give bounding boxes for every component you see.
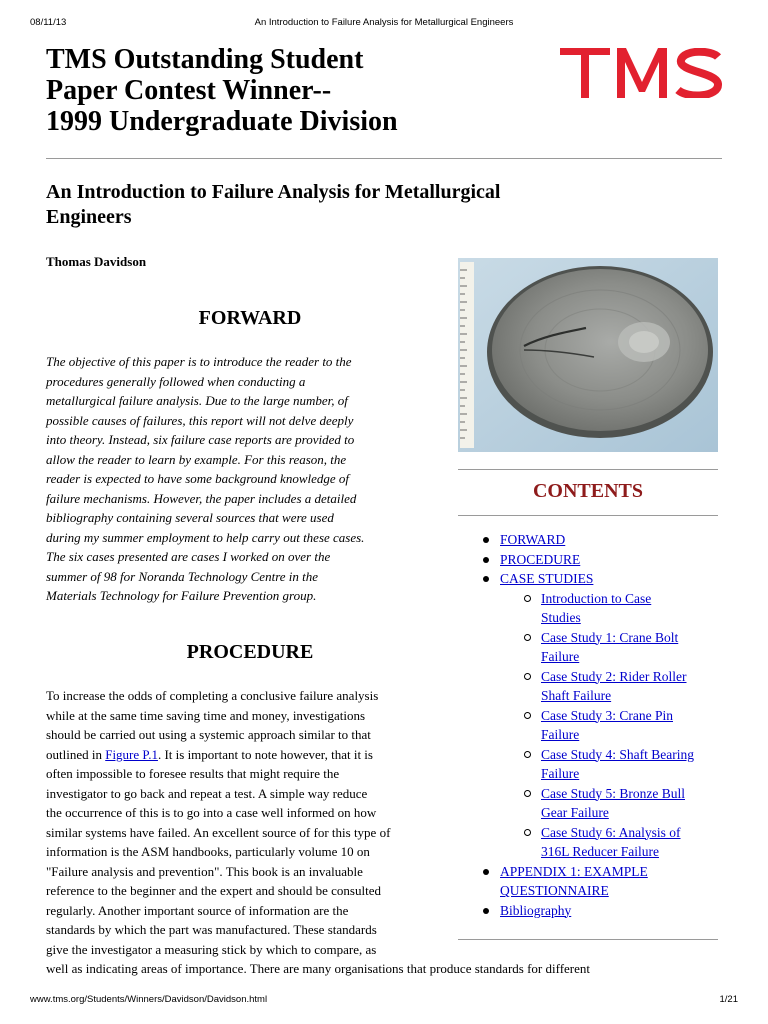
- text-line: reference to the beginner and the expert and should be consulted: [46, 883, 381, 898]
- toc-link-case-study-3[interactable]: [541, 708, 673, 743]
- link-line: Shaft Failure: [541, 688, 612, 703]
- text-line: bibliography containing several sources that were used: [46, 510, 334, 525]
- toc-item: [480, 569, 712, 862]
- banner-divider: [46, 158, 722, 159]
- link-line: Studies: [541, 610, 581, 625]
- text-line: The six cases presented are cases I worked on over the: [46, 549, 331, 564]
- link-line: Failure: [541, 727, 580, 742]
- text-line: reader is expected to have some background knowledge of: [46, 471, 349, 486]
- link-line: Case Study 4: Shaft Bearing: [541, 746, 694, 762]
- link-line: QUESTIONNAIRE: [500, 883, 609, 898]
- link-line: Case Study 5: Bronze Bull: [541, 785, 685, 801]
- toc-link-intro-case-studies[interactable]: [541, 591, 651, 626]
- link-line: Failure: [541, 766, 580, 781]
- toc-link-bibliography[interactable]: Bibliography: [500, 902, 572, 918]
- text-line: while at the same time saving time and money, investigations: [46, 707, 366, 723]
- text-line: investigator to go back and repeat a test. A simple way reduce: [46, 785, 368, 801]
- toc-subitem: [500, 745, 712, 784]
- toc-link-case-study-6[interactable]: [541, 825, 681, 860]
- print-url: www.tms.org/Students/Winners/Davidson/Davidson.html: [30, 994, 268, 1005]
- banner-title-line: TMS Outstanding Student: [46, 44, 364, 75]
- text-line: allow the reader to learn by example. For this reason, the: [46, 451, 347, 467]
- paper-title: [46, 180, 686, 230]
- link-line: APPENDIX 1: EXAMPLE: [500, 863, 648, 879]
- text-line: procedures generally followed when conducting a: [46, 373, 306, 389]
- toc-item: [480, 530, 712, 550]
- banner-title: [46, 44, 526, 137]
- link-line: Case Study 2: Rider Roller: [541, 668, 687, 684]
- banner-title-line: Paper Contest Winner--: [46, 75, 332, 106]
- text-line: To increase the odds of completing a conclusive failure analysis: [46, 688, 379, 703]
- text-line: similar systems have failed. An excellent source of for this type of: [46, 824, 391, 840]
- toc-item: [480, 901, 712, 921]
- contents-bottom-divider: [458, 939, 718, 940]
- text-line: standards by which the part was manufactured. These standards: [46, 922, 377, 937]
- link-line: 316L Reducer Failure: [541, 844, 659, 859]
- link-line: Gear Failure: [541, 805, 609, 820]
- contents-heading-divider: [458, 515, 718, 516]
- toc-link-procedure[interactable]: PROCEDURE: [500, 551, 581, 567]
- print-header: [30, 17, 738, 31]
- author-name: Thomas Davidson: [46, 254, 147, 269]
- table-of-contents: [480, 530, 712, 920]
- paper-title-line: Engineers: [46, 206, 132, 228]
- text-line: Materials Technology for Failure Prevention group.: [46, 588, 317, 603]
- link-line: Case Study 3: Crane Pin: [541, 707, 673, 723]
- link-line: Case Study 6: Analysis of: [541, 824, 681, 840]
- forward-paragraph: [46, 352, 454, 606]
- text-line: metallurgical failure analysis. Due to the large number, of: [46, 393, 348, 408]
- contents-top-divider: [458, 469, 718, 470]
- link-line: Introduction to Case: [541, 590, 652, 606]
- procedure-heading: PROCEDURE: [186, 641, 314, 663]
- text-line: give the investigator a measuring stick by which to compare, as: [46, 941, 377, 957]
- text-line: summer of 98 for Noranda Technology Centre in the: [46, 568, 319, 584]
- banner-title-line: 1999 Undergraduate Division: [46, 106, 398, 137]
- print-footer: [30, 994, 738, 1008]
- text-line: possible causes of failures, this report will not delve deeply: [46, 412, 354, 428]
- text-line: "Failure analysis and prevention". This book is an invaluable: [46, 863, 363, 879]
- figure-p1-link[interactable]: Figure P.1: [105, 746, 158, 762]
- toc-item: [480, 550, 712, 570]
- toc-subitem: [500, 784, 712, 823]
- forward-heading: FORWARD: [198, 307, 302, 329]
- print-date: 08/11/13: [30, 17, 67, 28]
- toc-item: [480, 862, 712, 901]
- text-line: the occurrence of this is to go into a case well informed on how: [46, 805, 377, 820]
- print-page-title: An Introduction to Failure Analysis for Metallurgical Engineers: [254, 17, 514, 28]
- toc-link-case-studies[interactable]: CASE STUDIES: [500, 571, 594, 586]
- toc-subitem: [500, 706, 712, 745]
- paper-title-line: An Introduction to Failure Analysis for Metallurgical: [46, 181, 501, 203]
- ruler: [460, 262, 474, 448]
- text-line: often impossible to foresee results that might require the: [46, 766, 340, 781]
- text-fragment: outlined in: [46, 746, 106, 762]
- toc-link-case-study-4[interactable]: [541, 747, 694, 782]
- tms-logo: [560, 48, 724, 98]
- toc-link-case-study-2[interactable]: [541, 669, 687, 704]
- fracture-surface-photo: [458, 258, 718, 452]
- toc-link-forward[interactable]: FORWARD: [500, 532, 566, 547]
- text-line: into theory. Instead, six failure case reports are provided to: [46, 432, 355, 447]
- toc-subitem: [500, 667, 712, 706]
- toc-link-appendix-1[interactable]: [500, 864, 648, 899]
- toc-subitem: [500, 823, 712, 862]
- text-line: well as indicating areas of importance. There are many organisations that produce standards for different: [46, 961, 591, 976]
- text-line: regularly. Another important source of information are the: [46, 902, 349, 918]
- text-line: during my summer employment to help carry out these cases.: [46, 529, 365, 545]
- link-line: Case Study 1: Crane Bolt: [541, 629, 679, 645]
- print-page-number: 1/21: [719, 994, 738, 1005]
- link-line: Failure: [541, 649, 580, 664]
- text-line: failure mechanisms. However, the paper includes a detailed: [46, 490, 357, 506]
- toc-subitem: [500, 589, 712, 628]
- text-line: information is the ASM handbooks, particularly volume 10 on: [46, 844, 370, 859]
- toc-subitem: [500, 628, 712, 667]
- text-fragment: . It is important to note however, that it is: [157, 746, 373, 762]
- text-line: should be carried out using a systemic approach similar to that: [46, 727, 371, 742]
- toc-link-case-study-1[interactable]: [541, 630, 678, 665]
- toc-link-case-study-5[interactable]: [541, 786, 685, 821]
- contents-heading: CONTENTS: [532, 480, 644, 502]
- text-line: The objective of this paper is to introduce the reader to the: [46, 354, 352, 369]
